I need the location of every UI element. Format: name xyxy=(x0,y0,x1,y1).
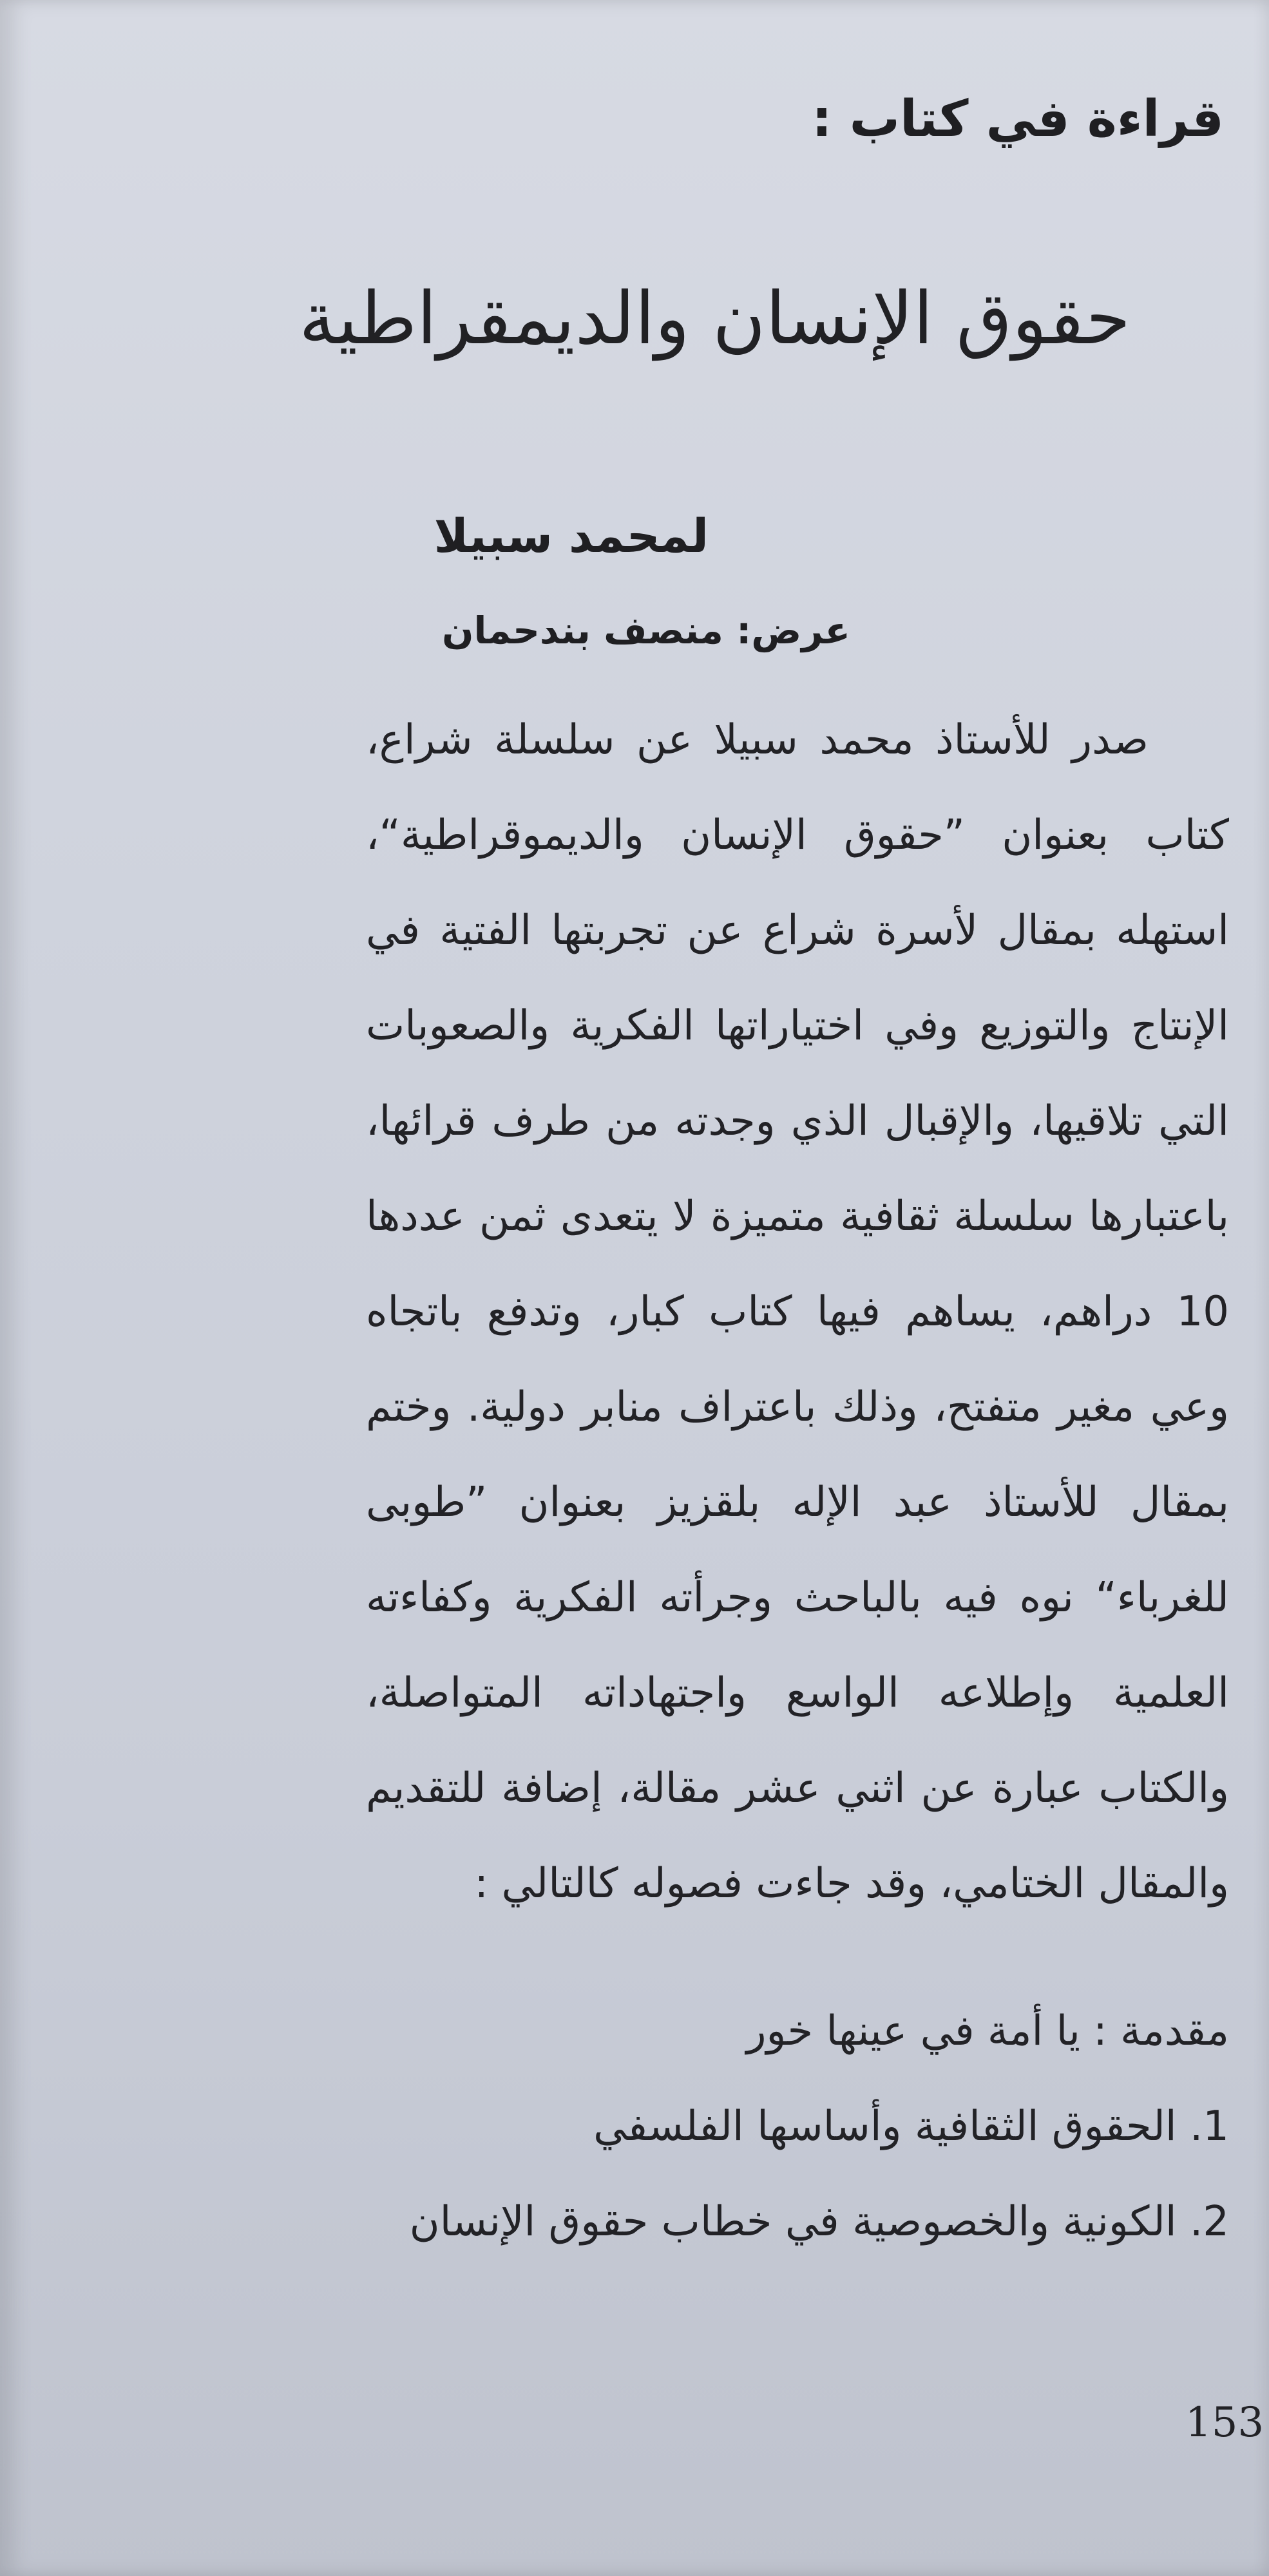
author-name: لمحمد سبيلا xyxy=(434,509,709,563)
page-number: 153 xyxy=(1185,2399,1264,2447)
chapter-intro: مقدمة : يا أمة في عينها خور xyxy=(746,2007,1229,2055)
reviewer-name: عرض: منصف بندحمان xyxy=(441,609,850,652)
review-paragraph: صدر للأستاذ محمد سبيلا عن سلسلة شراع، كتاب بعنوان ”حقوق الإنسان والديموقراطية“، استهله بمقال لأسرة شراع عن تجربتها الفتية في الإنتاج والتوزيع وفي اختياراتها الفكرية والصعوبات التي تلاقيها، والإقبال الذي وجدته من طرف قرائها، باعتبارها سلسلة ثقافية متميزة لا يتعدى ثمن عددها 10 دراهم، يساهم فيها كتاب كبار، وتدفع باتجاه وعي مغير متفتح، وذلك باعتراف منابر دولية. وختم بمقال للأستاذ عبد الإله بلقزيز بعنوان ”طوبى للغرباء“ نوه فيه بالباحث وجرأته الفكرية وكفاءته العلمية وإطلاعه الواسع واجتهاداته المتواصلة، والكتاب عبارة عن اثني عشر مقالة، إضافة للتقديم والمقال الختامي، وقد جاءت فصوله كالتالي : xyxy=(366,716,1229,1908)
section-label: قراءة في كتاب : xyxy=(812,90,1224,148)
book-title: حقوق الإنسان والديمقراطية xyxy=(299,277,1131,361)
chapter-1: 1. الحقوق الثقافية وأساسها الفلسفي xyxy=(593,2103,1229,2150)
chapter-2: 2. الكونية والخصوصية في خطاب حقوق الإنسان xyxy=(409,2198,1229,2246)
chapter-list xyxy=(250,1984,1229,2269)
